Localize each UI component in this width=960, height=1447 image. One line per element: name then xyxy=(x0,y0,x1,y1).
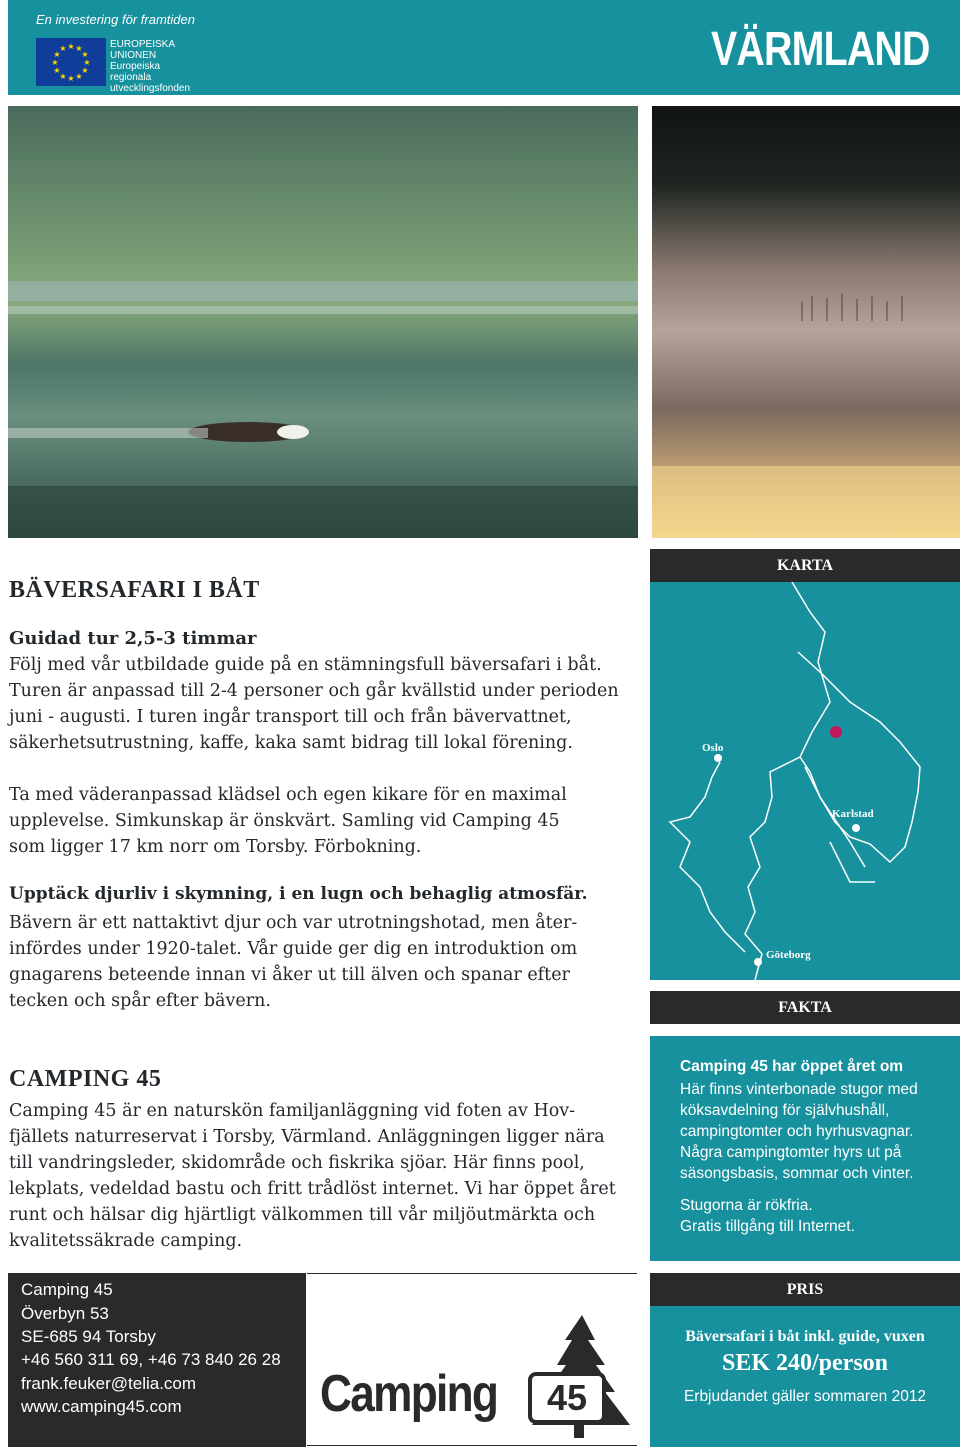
location-marker-icon xyxy=(830,726,842,738)
safari-paragraph-2 xyxy=(9,782,567,860)
svg-text:★: ★ xyxy=(51,58,59,67)
text-line: gnagarens beteende innan vi åker ut till älven och spanar efter xyxy=(9,965,570,985)
text-line: lekplats, vedeldad bastu och fritt trådlöst internet. Vi har öppet året xyxy=(9,1179,616,1199)
city-dot-icon xyxy=(714,754,722,762)
facts-panel xyxy=(650,1036,960,1261)
facts-heading: Camping 45 har öppet året om xyxy=(680,1058,904,1075)
safari-paragraph-3 xyxy=(9,910,577,1014)
contact-postal: SE-685 94 Torsby xyxy=(21,1327,156,1346)
safari-subtitle: Guidad tur 2,5-3 timmar xyxy=(9,628,257,649)
logo-number: 45 xyxy=(528,1372,606,1424)
contact-phone: +46 560 311 69, +46 73 840 26 28 xyxy=(21,1350,281,1369)
text-line: säsongsbasis, sommar och vinter. xyxy=(680,1165,914,1182)
facts-block-2 xyxy=(680,1195,855,1237)
text-line: kvalitetssäkrade camping. xyxy=(9,1231,243,1251)
city-label-karlstad: Karlstad xyxy=(832,808,874,820)
contact-website: www.camping45.com xyxy=(21,1397,182,1416)
camping-paragraph xyxy=(9,1098,616,1254)
contact-street: Överbyn 53 xyxy=(21,1304,109,1323)
logo-word: Camping xyxy=(320,1365,498,1423)
text-line: upplevelse. Simkunskap är önskvärt. Samling vid Camping 45 xyxy=(9,811,560,831)
text-line: som ligger 17 km norr om Torsby. Förbokning. xyxy=(9,837,422,857)
eu-line: UNIONEN xyxy=(110,50,157,61)
text-line: Ta med väderanpassad klädsel och egen kikare för en maximal xyxy=(9,785,567,805)
tagline: En investering för framtiden xyxy=(36,12,195,27)
eu-line: EUROPEISKA xyxy=(110,39,176,50)
camping45-logo xyxy=(320,1310,620,1440)
price-item: Bäversafari i båt inkl. guide, vuxen xyxy=(685,1328,925,1345)
svg-text:★: ★ xyxy=(67,42,75,51)
text-line: fjällets naturreservat i Torsby, Värmland. Anläggningen ligger nära xyxy=(9,1127,605,1147)
svg-text:★: ★ xyxy=(81,66,89,75)
eu-line: regionala xyxy=(110,72,152,83)
text-line: Följ med vår utbildade guide på en stämningsfull bäversafari i båt. xyxy=(9,655,602,675)
region-title: VÄRMLAND xyxy=(711,23,930,76)
contact-box xyxy=(8,1273,306,1447)
svg-text:★: ★ xyxy=(83,58,91,67)
text-line: Gratis tillgång till Internet. xyxy=(680,1218,855,1235)
city-label-goteborg: Göteborg xyxy=(766,949,811,961)
beaver-photo xyxy=(8,106,638,538)
map-panel xyxy=(650,582,960,980)
misty-lake-photo xyxy=(652,106,960,538)
svg-text:★: ★ xyxy=(53,66,61,75)
text-line: campingtomter och hyrhusvagnar. xyxy=(680,1123,914,1140)
city-dot-icon xyxy=(754,958,762,966)
text-line: köksavdelning för självhushåll, xyxy=(680,1102,890,1119)
safari-title: BÄVERSAFARI I BÅT xyxy=(9,577,260,603)
text-line: infördes under 1920-talet. Vår guide ger dig en introduktion om xyxy=(9,939,578,959)
facts-title-bar: FAKTA xyxy=(650,991,960,1024)
divider xyxy=(307,1445,637,1446)
text-line: Några campingtomter hyrs ut på xyxy=(680,1144,902,1161)
svg-text:★: ★ xyxy=(59,72,67,81)
price-amount: SEK 240/person xyxy=(721,1350,889,1376)
city-dot-icon xyxy=(852,824,860,832)
safari-paragraph-1 xyxy=(9,652,619,756)
camping-title: CAMPING 45 xyxy=(9,1066,162,1092)
text-line: juni - augusti. I turen ingår transport till och från bävervattnet, xyxy=(9,707,572,727)
eu-flag-icon xyxy=(36,38,106,86)
svg-text:★: ★ xyxy=(67,74,75,83)
text-line: runt och hälsar dig hjärtligt välkommen till vår miljöutmärkta och xyxy=(9,1205,596,1225)
text-line: säkerhetsutrustning, kaffe, kaka samt bidrag till lokal förening. xyxy=(9,733,573,753)
contact-email: frank.feuker@telia.com xyxy=(21,1374,197,1393)
divider xyxy=(307,1273,637,1274)
map-title-bar: KARTA xyxy=(650,549,960,582)
text-line: till vandringsleder, skidområde och fiskrika sjöar. Här finns pool, xyxy=(9,1153,585,1173)
text-line: Bävern är ett nattaktivt djur och var utrotningshotad, men åter- xyxy=(9,913,578,933)
city-label-oslo: Oslo xyxy=(702,742,724,754)
facts-block-1 xyxy=(680,1079,918,1184)
price-note: Erbjudandet gäller sommaren 2012 xyxy=(683,1388,927,1405)
svg-text:★: ★ xyxy=(75,72,83,81)
eu-line: utvecklingsfonden xyxy=(110,83,191,94)
svg-text:★: ★ xyxy=(53,50,61,59)
svg-text:★: ★ xyxy=(59,44,67,53)
text-line: Camping 45 är en naturskön familjanläggning vid foten av Hov- xyxy=(9,1101,576,1121)
text-line: tecken och spår efter bävern. xyxy=(9,991,271,1011)
text-line: Här finns vinterbonade stugor med xyxy=(680,1081,918,1098)
eu-logo-text xyxy=(110,39,190,94)
eu-line: Europeiska xyxy=(110,61,161,72)
text-line: Stugorna är rökfria. xyxy=(680,1197,813,1214)
svg-text:★: ★ xyxy=(81,50,89,59)
svg-text:★: ★ xyxy=(75,44,83,53)
contact-name: Camping 45 xyxy=(21,1280,113,1299)
text-line: Turen är anpassad till 2-4 personer och går kvällstid under perioden xyxy=(9,681,619,701)
safari-subtitle-2: Upptäck djurliv i skymning, i en lugn och behaglig atmosfär. xyxy=(9,884,588,904)
price-title-bar: PRIS xyxy=(650,1273,960,1306)
price-panel xyxy=(650,1306,960,1447)
